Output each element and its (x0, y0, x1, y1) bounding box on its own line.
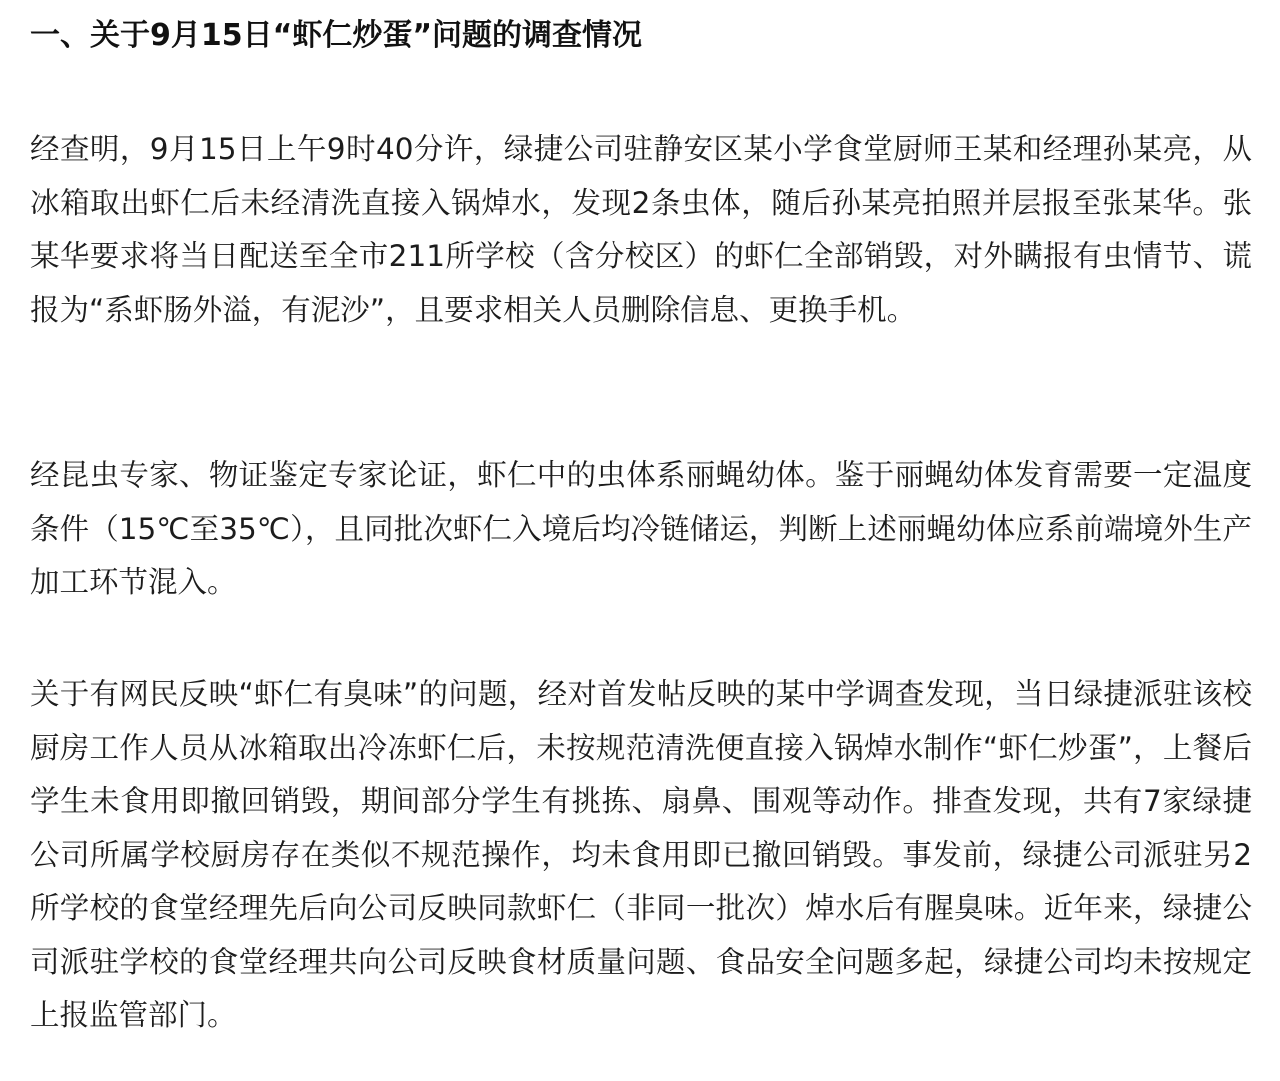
paragraph-odor-issue: 关于有网民反映“虾仁有臭味”的问题，经对首发帖反映的某中学调查发现，当日绿捷派驻该校厨房工作人员从冰箱取出冷冻虾仁后，未按规范清洗便直接入锅焯水制作“虾仁炒蛋”，上餐后学生未食用即撤回销毁，期间部分学生有挑拣、扇鼻、围观等动作。排查发现，共有7家绿捷公司所属学校厨房存在类似不规范操作，均未食用即已撤回销毁。事发前，绿捷公司派驻另2所学校的食堂经理先后向公司反映同款虾仁（非同一批次）焯水后有腥臭味。近年来，绿捷公司派驻学校的食堂经理共向公司反映食材质量问题、食品安全问题多起，绿捷公司均未按规定上报监管部门。 (30, 677, 1252, 1032)
paragraph-expert-conclusion: 经昆虫专家、物证鉴定专家论证，虾仁中的虫体系丽蝇幼体。鉴于丽蝇幼体发育需要一定温度条件（15℃至35℃），且同批次虾仁入境后均冷链储运，判断上述丽蝇幼体应系前端境外生产加工环节混入。 (30, 458, 1252, 599)
section-heading: 一、关于9月15日“虾仁炒蛋”问题的调查情况 (30, 18, 643, 53)
paragraph-investigation-findings: 经查明，9月15日上午9时40分许，绿捷公司驻静安区某小学食堂厨师王某和经理孙某亮，从冰箱取出虾仁后未经清洗直接入锅焯水，发现2条虫体，随后孙某亮拍照并层报至张某华。张某华要求将当日配送至全市211所学校（含分校区）的虾仁全部销毁，对外瞒报有虫情节、谎报为“系虾肠外溢，有泥沙”，且要求相关人员删除信息、更换手机。 (30, 132, 1252, 327)
